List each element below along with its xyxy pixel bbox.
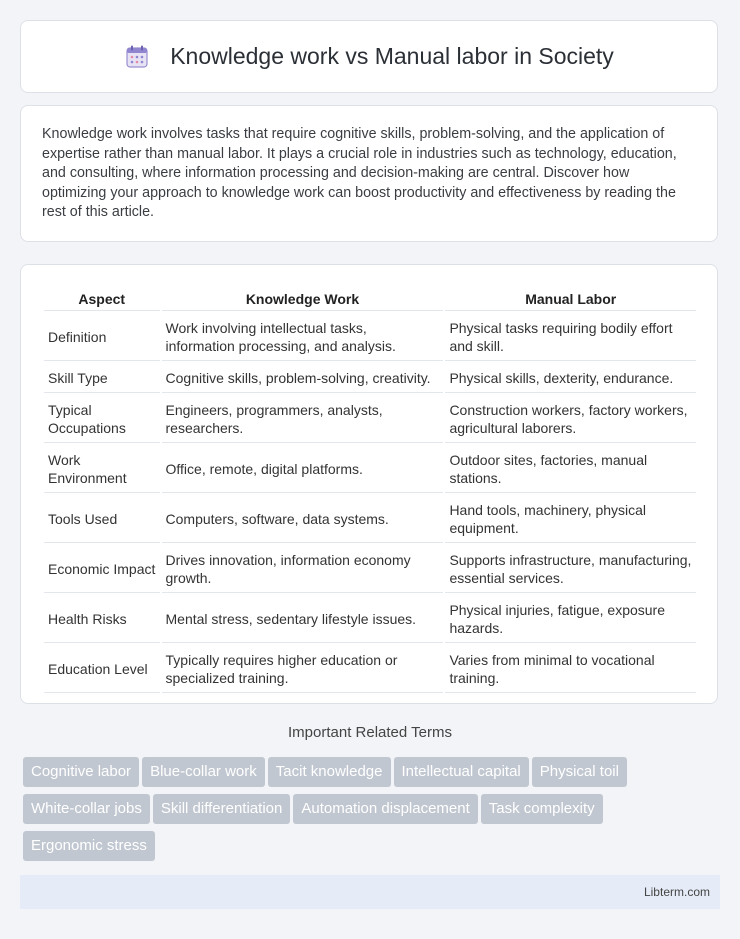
table-cell-manual-labor: Varies from minimal to vocational training.: [445, 645, 696, 693]
table-cell-knowledge-work: Mental stress, sedentary lifestyle issues.: [162, 595, 444, 643]
related-terms-heading: Important Related Terms: [288, 724, 452, 741]
table-cell-knowledge-work: Typically requires higher education or specialized training.: [162, 645, 444, 693]
table-cell-manual-labor: Physical tasks requiring bodily effort and skill.: [445, 313, 696, 361]
column-header-aspect: Aspect: [44, 288, 160, 311]
table-cell-aspect: Typical Occupations: [44, 395, 160, 443]
table-cell-aspect: Work Environment: [44, 445, 160, 493]
table-row: [44, 545, 696, 593]
calendar-icon: [124, 44, 150, 70]
table-cell-knowledge-work: Drives innovation, information economy growth.: [162, 545, 444, 593]
table-cell-manual-labor: Construction workers, factory workers, agricultural laborers.: [445, 395, 696, 443]
table-cell-knowledge-work: Work involving intellectual tasks, information processing, and analysis.: [162, 313, 444, 361]
table-cell-aspect: Definition: [44, 313, 160, 361]
tag-task-complexity[interactable]: Task complexity: [481, 794, 603, 824]
tag-white-collar-jobs[interactable]: White-collar jobs: [23, 794, 150, 824]
table-cell-knowledge-work: Cognitive skills, problem-solving, creativity.: [162, 363, 444, 393]
tag-ergonomic-stress[interactable]: Ergonomic stress: [23, 831, 155, 861]
table-cell-manual-labor: Hand tools, machinery, physical equipment.: [445, 495, 696, 543]
table-cell-aspect: Education Level: [44, 645, 160, 693]
related-terms-tags: [23, 757, 723, 868]
table-row: [44, 445, 696, 493]
table-row: [44, 363, 696, 393]
footer: [20, 875, 720, 909]
table-cell-aspect: Skill Type: [44, 363, 160, 393]
table-cell-manual-labor: Physical skills, dexterity, endurance.: [445, 363, 696, 393]
title-card: [20, 20, 718, 93]
tag-skill-differentiation[interactable]: Skill differentiation: [153, 794, 290, 824]
footer-site-link[interactable]: Libterm.com: [643, 885, 710, 899]
tag-blue-collar-work[interactable]: Blue-collar work: [142, 757, 265, 787]
tag-physical-toil[interactable]: Physical toil: [532, 757, 627, 787]
tag-tacit-knowledge[interactable]: Tacit knowledge: [268, 757, 391, 787]
table-row: [44, 645, 696, 693]
table-cell-manual-labor: Physical injuries, fatigue, exposure hazards.: [445, 595, 696, 643]
comparison-table-card: [20, 264, 718, 704]
table-cell-aspect: Health Risks: [44, 595, 160, 643]
table-cell-knowledge-work: Computers, software, data systems.: [162, 495, 444, 543]
table-cell-aspect: Economic Impact: [44, 545, 160, 593]
intro-card: [20, 105, 718, 242]
table-header-row: [44, 288, 696, 311]
table-row: [44, 395, 696, 443]
table-cell-manual-labor: Supports infrastructure, manufacturing, essential services.: [445, 545, 696, 593]
page-title: Knowledge work vs Manual labor in Society: [170, 43, 614, 69]
table-row: [44, 313, 696, 361]
comparison-table: [42, 286, 698, 695]
tag-automation-displacement[interactable]: Automation displacement: [293, 794, 477, 824]
tag-intellectual-capital[interactable]: Intellectual capital: [394, 757, 529, 787]
intro-paragraph: Knowledge work involves tasks that require cognitive skills, problem-solving, and the application of expertise rather than manual labor. It plays a crucial role in industries such as technology, education, and consulting, where information processing and decision-making are central. Discover how optimizing your approach to knowledge work can boost productivity and effectiveness by reading the rest of this article.: [42, 126, 677, 221]
table-cell-knowledge-work: Engineers, programmers, analysts, researchers.: [162, 395, 444, 443]
table-cell-aspect: Tools Used: [44, 495, 160, 543]
tag-cognitive-labor[interactable]: Cognitive labor: [23, 757, 139, 787]
table-cell-knowledge-work: Office, remote, digital platforms.: [162, 445, 444, 493]
column-header-manual-labor: Manual Labor: [445, 288, 696, 311]
table-cell-manual-labor: Outdoor sites, factories, manual stations.: [445, 445, 696, 493]
table-row: [44, 595, 696, 643]
column-header-knowledge-work: Knowledge Work: [162, 288, 444, 311]
table-row: [44, 495, 696, 543]
